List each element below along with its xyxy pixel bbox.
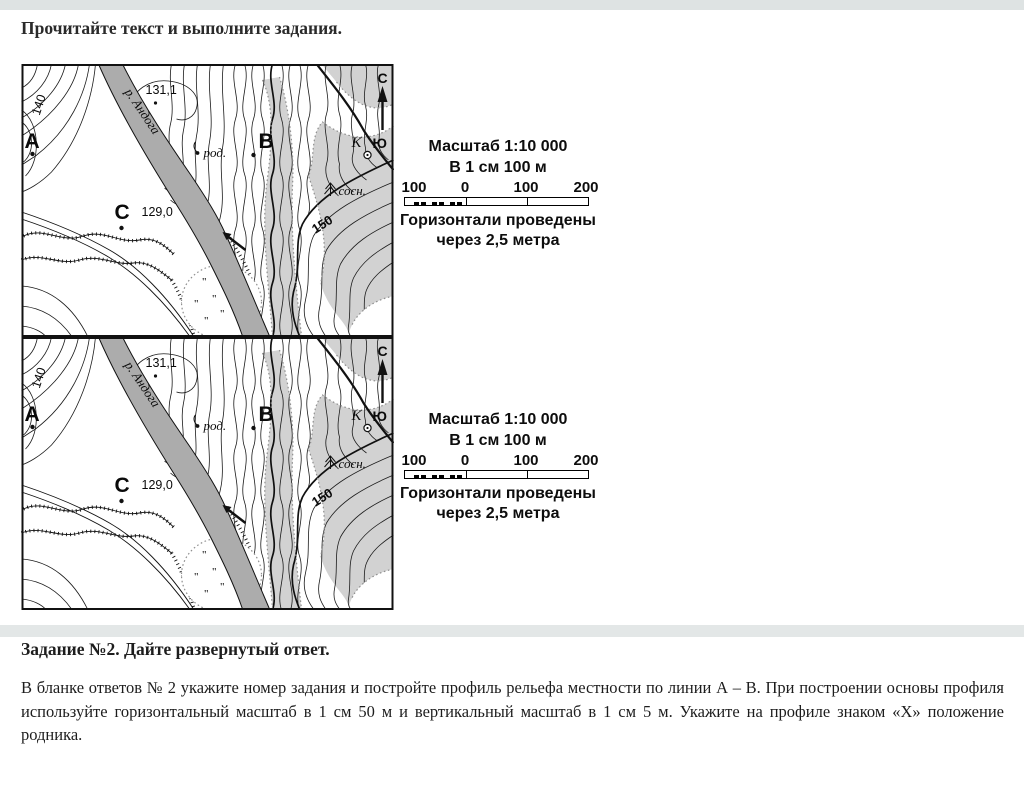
scale-block-1 — [398, 136, 598, 251]
scale-subtitle: В 1 см 100 м — [449, 432, 547, 449]
ruler-label-0: 0 — [460, 452, 470, 469]
scale-subtitle: В 1 см 100 м — [449, 159, 547, 176]
scale-note-line1: Горизонтали проведены — [400, 212, 596, 229]
scale-ruler — [398, 179, 598, 208]
scale-ruler — [398, 452, 598, 481]
ruler-label-100-left: 100 — [401, 179, 427, 196]
scale-block-2 — [398, 409, 598, 524]
scale-title: Масштаб 1:10 000 — [428, 411, 568, 428]
scale-note-line2: через 2,5 метра — [436, 505, 560, 522]
ruler-label-200: 200 — [573, 452, 599, 469]
ruler-label-100-left: 100 — [401, 452, 427, 469]
ruler-label-200: 200 — [573, 179, 599, 196]
section-divider — [0, 625, 1024, 637]
topographic-map-1 — [21, 64, 394, 337]
topographic-map-2 — [21, 337, 394, 610]
task-heading: Задание №2. Дайте развернутый ответ. — [21, 639, 330, 659]
scale-note-line1: Горизонтали проведены — [400, 485, 596, 502]
ruler-label-0: 0 — [460, 179, 470, 196]
scale-bar — [404, 470, 589, 479]
ruler-label-100-right: 100 — [513, 452, 539, 469]
scale-note-line2: через 2,5 метра — [436, 232, 560, 249]
ruler-label-100-right: 100 — [513, 179, 539, 196]
scale-bar — [404, 197, 589, 206]
task-body-text: В бланке ответов № 2 укажите номер задания и постройте профиль рельефа местности по линии А – В. При построении основы профиля используйте горизонтальный масштаб в 1 см 50 м и вертикальный масштаб в 1 см 5 м. Укажите на профиле знаком «Х» положение родника. — [21, 678, 1004, 745]
top-scroll-strip — [0, 0, 1024, 10]
instruction-heading: Прочитайте текст и выполните задания. — [21, 18, 343, 38]
scale-title: Масштаб 1:10 000 — [428, 138, 568, 155]
